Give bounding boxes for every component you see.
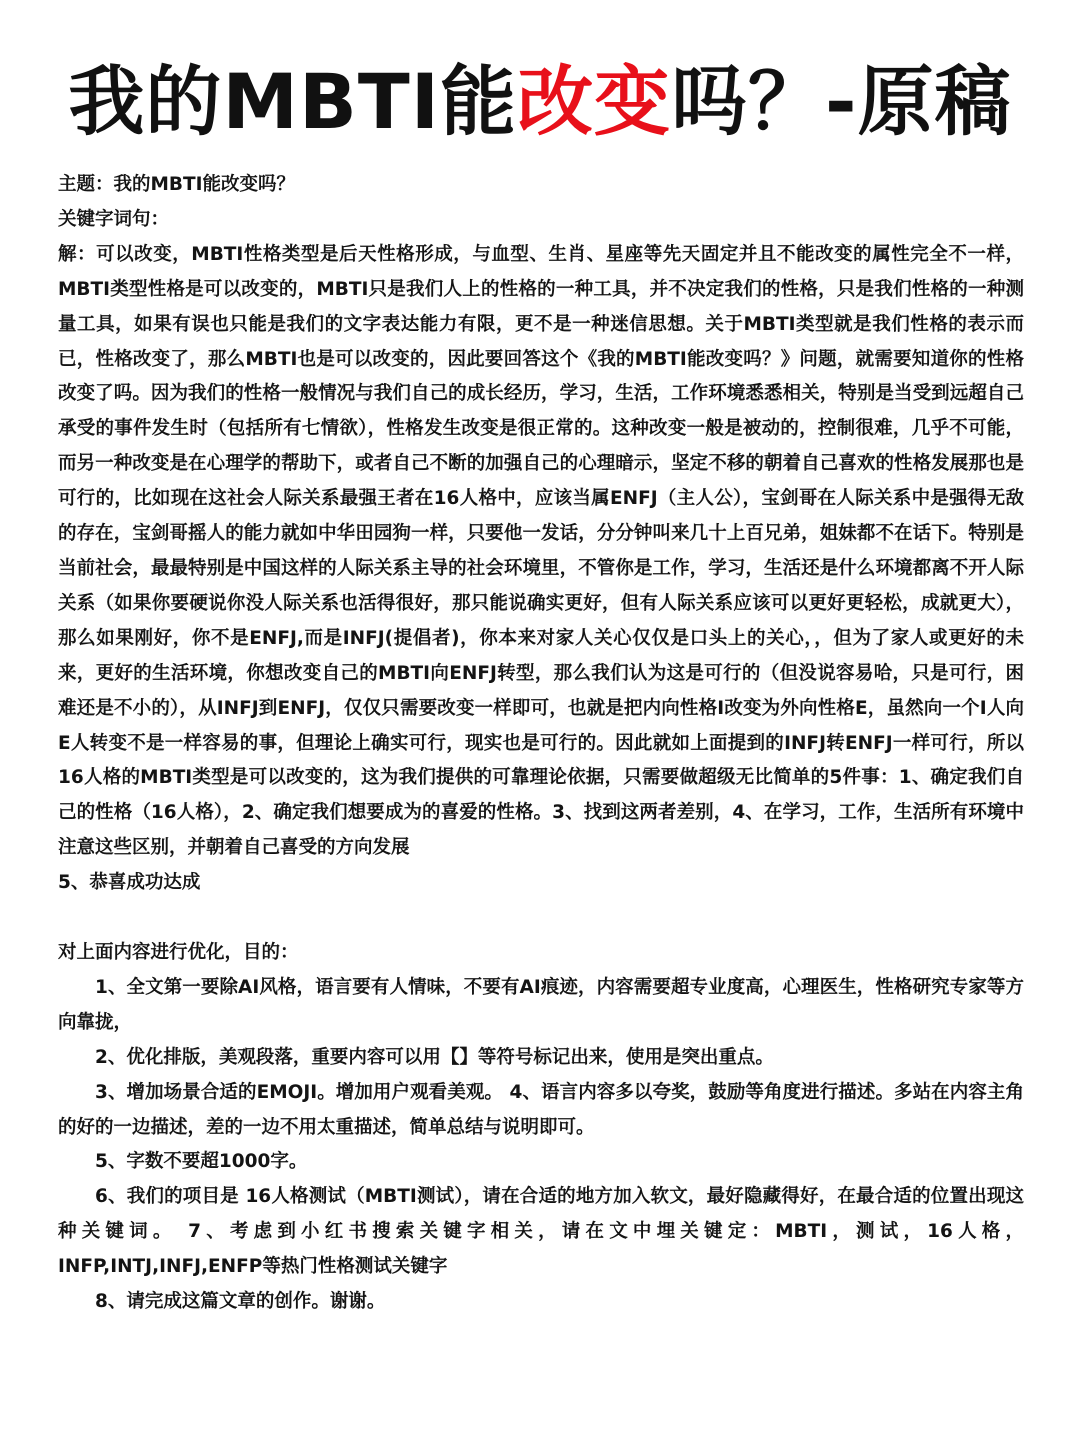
paragraph-spacer: [58, 901, 1024, 936]
requirement-6-7: 6、我们的项目是 16人格测试（MBTI测试），请在合适的地方加入软文，最好隐藏得好，在最合适的位置出现这种关键词。 7、考虑到小红书搜索关键字相关，请在文中埋关键定：MBTI，测试，16人格，INFP,INTJ,INFJ,ENFP等热门性格测试关键字: [58, 1186, 1024, 1278]
title-highlight: 改变: [517, 57, 672, 146]
optimize-intro: 对上面内容进行优化，目的：: [58, 942, 299, 964]
requirement-3-4: 3、增加场景合适的EMOJI。增加用户观看美观。 4、语言内容多以夸奖，鼓励等角度进行描述。多站在内容主角的好的一边描述，差的一边不用太重描述，简单总结与说明即可。: [58, 1081, 1024, 1138]
keywords-line: 关键字词句：: [58, 208, 170, 230]
title-part-2: 吗？-原稿: [671, 57, 1012, 146]
topic-line: 主题：我的MBTI能改变吗？: [58, 174, 296, 195]
step-5-line: 5、恭喜成功达成: [58, 872, 201, 894]
article-body: [58, 168, 1024, 1320]
requirement-2: 2、优化排版，美观段落，重要内容可以用【】等符号标记出来，使用是突出重点。: [95, 1046, 774, 1068]
requirement-5: 5、字数不要超1000字。: [95, 1151, 308, 1173]
title-part-1: 我的MBTI能: [68, 57, 518, 146]
requirement-1: 1、全文第一要除AI风格，语言要有人情味，不要有AI痕迹，内容需要超专业度高，心理医生，性格研究专家等方向靠拢，: [58, 976, 1024, 1033]
answer-paragraph: 解：可以改变，MBTI性格类型是后天性格形成，与血型、生肖、星座等先天固定并且不能改变的属性完全不一样，MBTI类型性格是可以改变的，MBTI只是我们人上的性格的一种工具，并不决定我们的性格，只是我们性格的一种测量工具，如果有误也只能是我们的文字表达能力有限，更不是一种迷信思想。关于MBTI类型就是我们性格的表示而已，性格改变了，那么MBTI也是可以改变的，因此要回答这个《我的MBTI能改变吗？》问题，就需要知道你的性格改变了吗。因为我们的性格一般情况与我们自己的成长经历，学习，生活，工作环境悉悉相关，特别是当受到远超自己承受的事件发生时（包括所有七情欲），性格发生改变是很正常的。这种改变一般是被动的，控制很难，几乎不可能，而另一种改变是在心理学的帮助下，或者自己不断的加强自己的心理暗示，坚定不移的朝着自己喜欢的性格发展那也是可行的，比如现在这社会人际关系最强王者在16人格中，应该当属ENFJ（主人公），宝剑哥在人际关系中是强得无敌的存在，宝剑哥摇人的能力就如中华田园狗一样，只要他一发话，分分钟叫来几十上百兄弟，姐妹都不在话下。特别是当前社会，最最特别是中国这样的人际关系主导的社会环境里，不管你是工作，学习，生活还是什么环境都离不开人际关系（如果你要硬说你没人际关系也活得很好，那只能说确实更好，但有人际关系应该可以更好更轻松，成就更大），那么如果刚好，你不是ENFJ,而是INFJ(提倡者)，你本来对家人关心仅仅是口头上的关心，，但为了家人或更好的未来，更好的生活环境，你想改变自己的MBTI向ENFJ转型，那么我们认为这是可行的（但没说容易哈，只是可行，困难还是不小的），从INFJ到ENFJ，仅仅只需要改变一样即可，也就是把内向性格I改变为外向性格E，虽然向一个I人向E人转变不是一样容易的事，但理论上确实可行，现实也是可行的。因此就如上面提到的INFJ转ENFJ一样可行，所以16人格的MBTI类型是可以改变的，这为我们提供的可靠理论依据，只需要做超级无比简单的5件事：1、确定我们自己的性格（16人格），2、确定我们想要成为的喜爱的性格。3、找到这两者差别，4、在学习，工作，生活所有环境中注意这些区别，并朝着自己喜受的方向发展: [58, 243, 1024, 859]
requirement-8: 8、请完成这篇文章的创作。谢谢。: [95, 1291, 386, 1313]
page-title: [0, 54, 1080, 150]
